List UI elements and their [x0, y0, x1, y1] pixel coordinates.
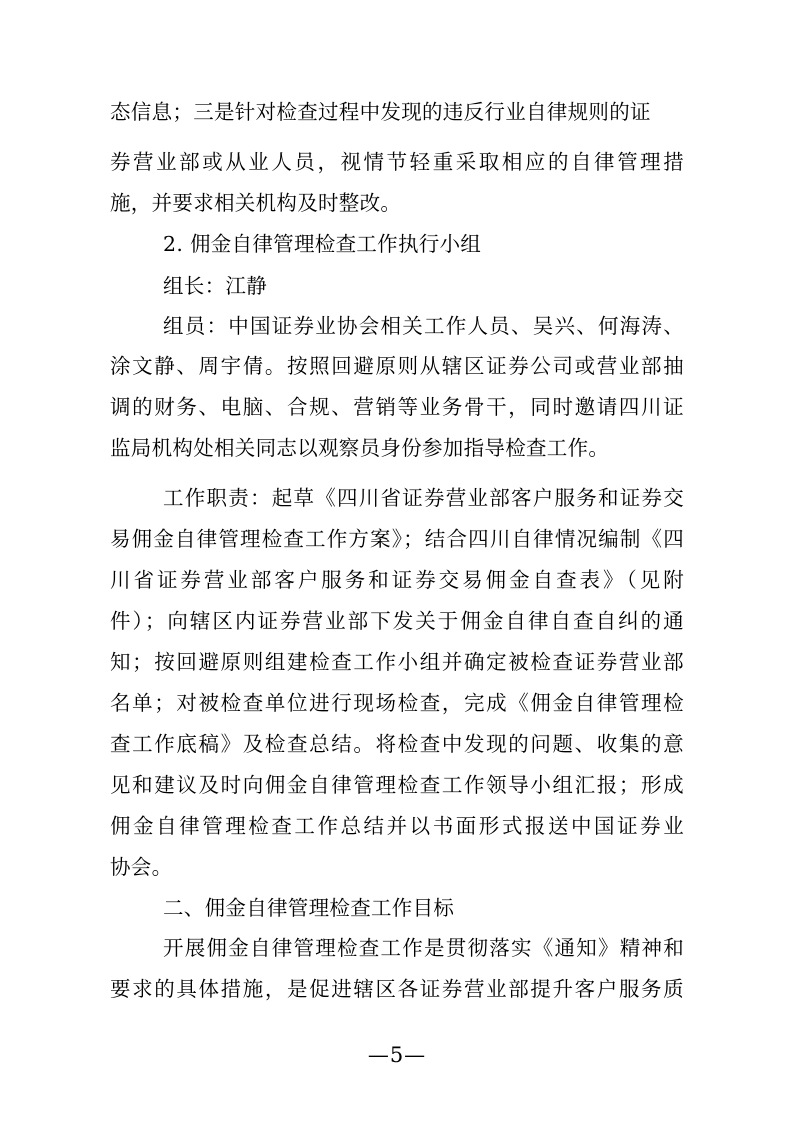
text-line: 组员：中国证券业协会相关工作人员、吴兴、何海涛、	[163, 314, 684, 338]
text-line: 名单；对被检查单位进行现场检查，完成《佣金自律管理检	[110, 691, 684, 715]
text-line: 调的财务、电脑、合规、营销等业务骨干，同时邀请四川证	[110, 395, 684, 419]
text-line: 施，并要求相关机构及时整改。	[110, 191, 402, 215]
text-line: 监局机构处相关同志以观察员身份参加指导检查工作。	[110, 436, 610, 460]
text-line: 协会。	[110, 855, 173, 879]
text-line: 易佣金自律管理检查工作方案》；结合四川自律情况编制《四	[110, 527, 684, 551]
page-number: —5—	[367, 1043, 427, 1067]
text-line: 件）；向辖区内证券营业部下发关于佣金自律自查自纠的通	[110, 609, 684, 633]
text-line: 川省证券营业部客户服务和证券交易佣金自查表》（见附	[110, 568, 684, 592]
text-line: 涂文静、周宇倩。按照回避原则从辖区证券公司或营业部抽	[110, 354, 684, 378]
text-line: 券营业部或从业人员，视情节轻重采取相应的自律管理措	[110, 150, 684, 174]
text-line: 开展佣金自律管理检查工作是贯彻落实《通知》精神和	[163, 936, 684, 960]
text-line: 佣金自律管理检查工作总结并以书面形式报送中国证券业	[110, 814, 684, 838]
text-line: 查工作底稿》及检查总结。将检查中发现的问题、收集的意	[110, 732, 684, 756]
text-line: 组长：江静	[163, 274, 267, 298]
section-heading: 2. 佣金自律管理检查工作执行小组	[163, 232, 482, 256]
section-heading: 二、佣金自律管理检查工作目标	[163, 896, 455, 920]
text-line: 态信息；三是针对检查过程中发现的违反行业自律规则的证	[110, 100, 651, 124]
text-line: 要求的具体措施，是促进辖区各证券营业部提升客户服务质	[110, 977, 684, 1001]
text-line: 知；按回避原则组建检查工作小组并确定被检查证券营业部	[110, 650, 684, 674]
text-line: 工作职责：起草《四川省证券营业部客户服务和证券交	[163, 486, 684, 510]
text-line: 见和建议及时向佣金自律管理检查工作领导小组汇报；形成	[110, 773, 684, 797]
